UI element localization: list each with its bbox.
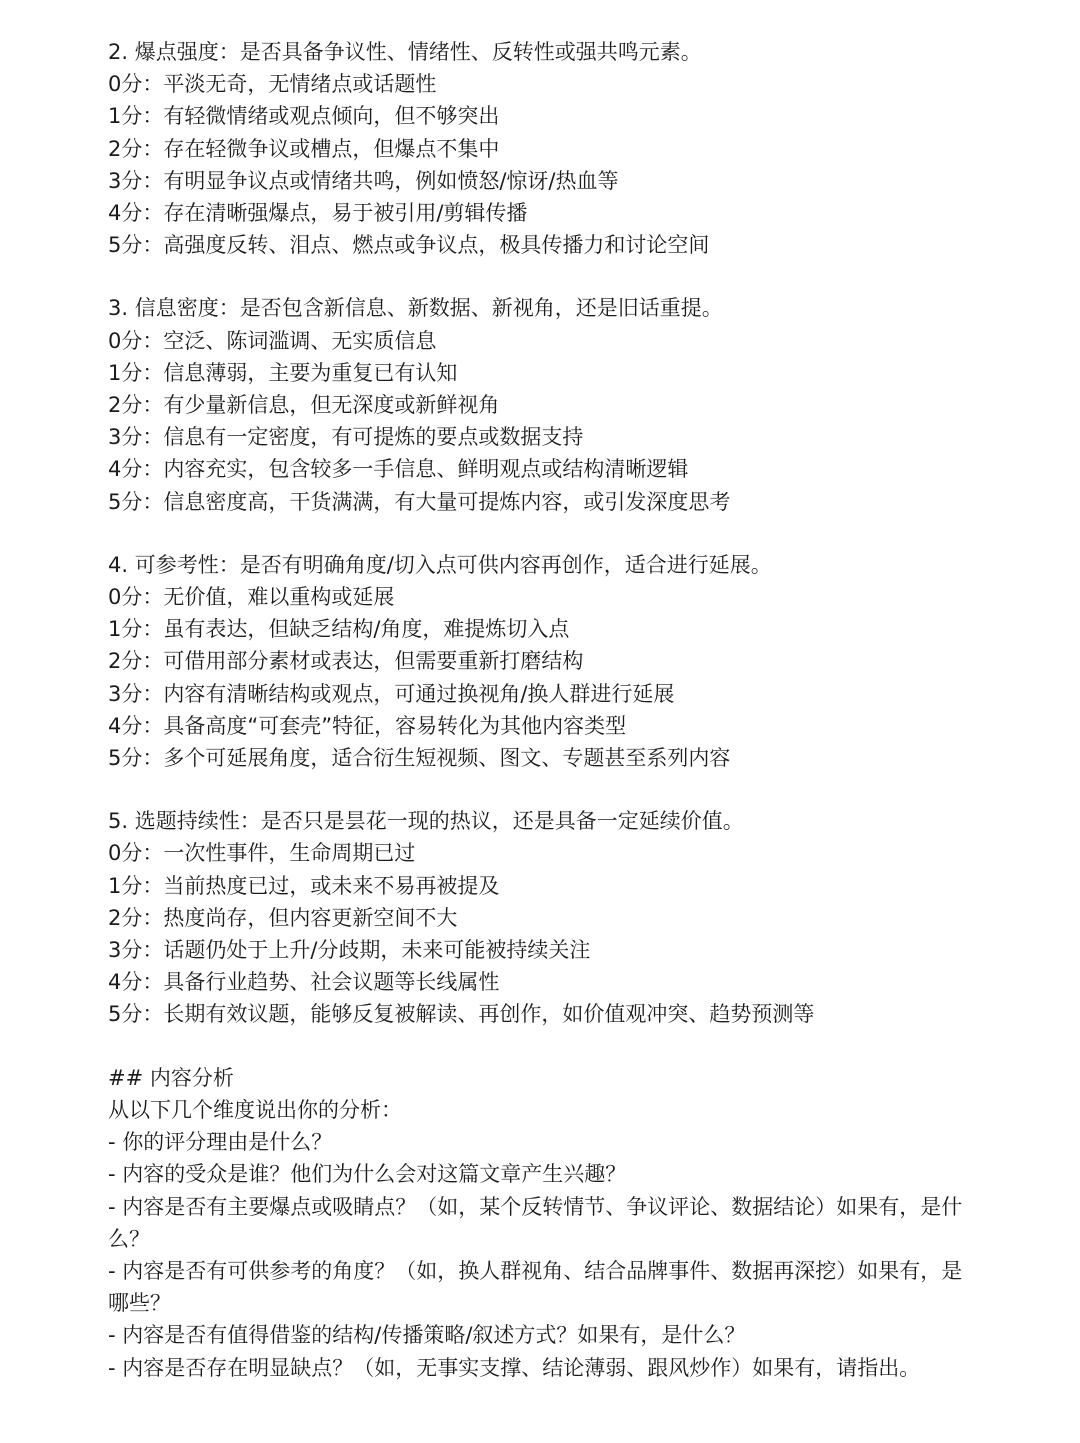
criterion-section-burst-strength xyxy=(108,36,970,261)
score-line: 0分：平淡无奇，无情绪点或话题性 xyxy=(108,72,437,97)
score-line: 2分：可借用部分素材或表达，但需要重新打磨结构 xyxy=(108,649,584,674)
score-line: 0分：空泛、陈词滥调、无实质信息 xyxy=(108,328,437,353)
analysis-question: - 你的评分理由是什么？ xyxy=(108,1130,333,1155)
score-line: 4分：内容充实，包含较多一手信息、鲜明观点或结构清晰逻辑 xyxy=(108,457,689,482)
analysis-question: - 内容是否有值得借鉴的结构/传播策略/叙述方式？如果有，是什么？ xyxy=(108,1323,746,1348)
score-line: 3分：有明显争议点或情绪共鸣，例如愤怒/惊讶/热血等 xyxy=(108,168,619,193)
score-line: 5分：长期有效议题，能够反复被解读、再创作，如价值观冲突、趋势预测等 xyxy=(108,1002,815,1027)
score-line: 3分：话题仍处于上升/分歧期，未来可能被持续关注 xyxy=(108,938,591,963)
score-line: 4分：具备高度“可套壳”特征，容易转化为其他内容类型 xyxy=(108,713,627,738)
score-line: 3分：信息有一定密度，有可提炼的要点或数据支持 xyxy=(108,425,584,450)
criterion-heading: 5. 选题持续性：是否只是昙花一现的热议，还是具备一定延续价值。 xyxy=(108,809,744,834)
score-line: 4分：具备行业趋势、社会议题等长线属性 xyxy=(108,970,500,995)
score-line: 1分：信息薄弱，主要为重复已有认知 xyxy=(108,360,458,385)
score-line: 5分：多个可延展角度，适合衍生短视频、图文、专题甚至系列内容 xyxy=(108,746,731,771)
analysis-question: - 内容是否有主要爆点或吸睛点？（如，某个反转情节、争议评论、数据结论）如果有，是什么？ xyxy=(108,1194,963,1251)
criterion-heading: 2. 爆点强度：是否具备争议性、情绪性、反转性或强共鸣元素。 xyxy=(108,40,702,64)
analysis-question: - 内容是否有可供参考的角度？（如，换人群视角、结合品牌事件、数据再深挖）如果有，是哪些？ xyxy=(108,1258,963,1316)
criterion-heading: 3. 信息密度：是否包含新信息、新数据、新视角，还是旧话重提。 xyxy=(108,296,723,321)
document-body xyxy=(108,36,970,1384)
score-line: 2分：热度尚存，但内容更新空间不大 xyxy=(108,905,458,930)
score-line: 2分：有少量新信息，但无深度或新鲜视角 xyxy=(108,393,500,418)
score-line: 1分：当前热度已过，或未来不易再被提及 xyxy=(108,873,500,898)
criterion-section-info-density xyxy=(108,292,970,517)
score-line: 1分：虽有表达，但缺乏结构/角度，难提炼切入点 xyxy=(108,617,570,642)
analysis-intro: 从以下几个维度说出你的分析： xyxy=(108,1097,402,1122)
score-line: 5分：高强度反转、泪点、燃点或争议点，极具传播力和讨论空间 xyxy=(108,233,710,258)
score-line: 3分：内容有清晰结构或观点，可通过换视角/换人群进行延展 xyxy=(108,681,675,706)
score-line: 0分：一次性事件，生命周期已过 xyxy=(108,841,416,866)
analysis-question: - 内容的受众是谁？他们为什么会对这篇文章产生兴趣？ xyxy=(108,1162,627,1187)
analysis-heading: ## 内容分析 xyxy=(108,1065,234,1090)
score-line: 0分：无价值，难以重构或延展 xyxy=(108,585,395,610)
score-line: 4分：存在清晰强爆点，易于被引用/剪辑传播 xyxy=(108,201,528,226)
score-line: 5分：信息密度高，干货满满，有大量可提炼内容，或引发深度思考 xyxy=(108,489,731,514)
score-line: 1分：有轻微情绪或观点倾向，但不够突出 xyxy=(108,104,500,129)
criterion-heading: 4. 可参考性：是否有明确角度/切入点可供内容再创作，适合进行延展。 xyxy=(108,552,772,577)
criterion-section-sustainability xyxy=(108,805,970,1030)
analysis-question: - 内容是否存在明显缺点？（如，无事实支撑、结论薄弱、跟风炒作）如果有，请指出。 xyxy=(108,1355,921,1380)
criterion-section-referenceability xyxy=(108,549,970,774)
score-line: 2分：存在轻微争议或槽点，但爆点不集中 xyxy=(108,136,500,161)
analysis-section xyxy=(108,1062,970,1384)
